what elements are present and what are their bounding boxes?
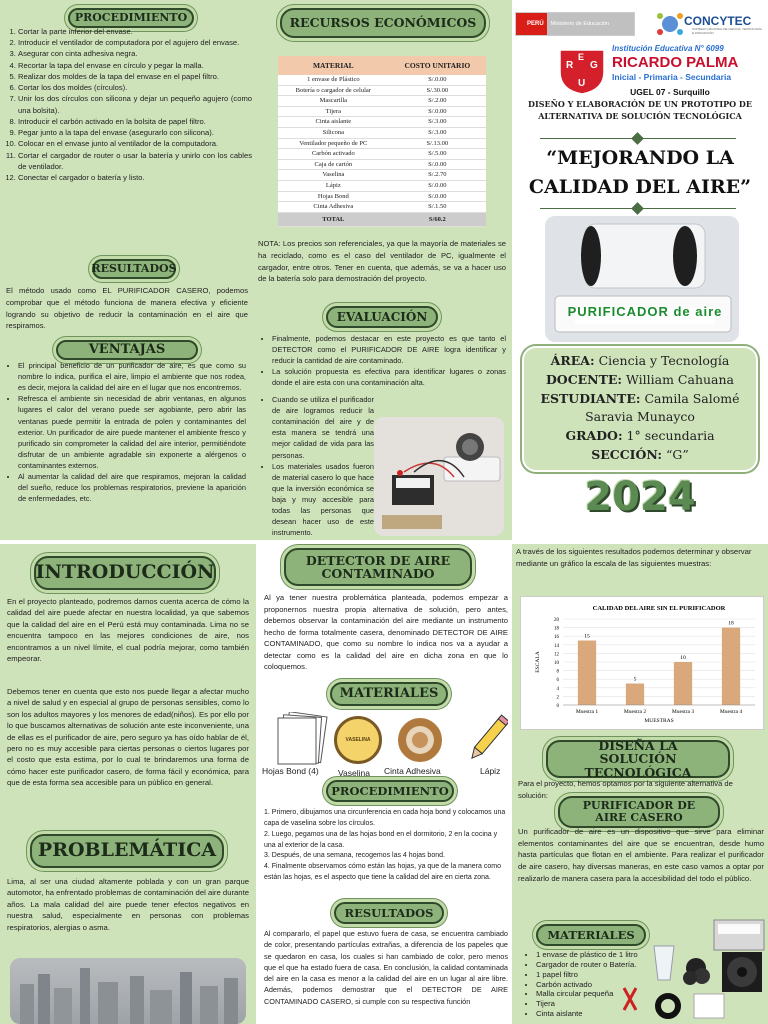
costo-cell: S/.30.00 (389, 85, 486, 96)
evaluacion-heading: EVALUACIÓN (326, 306, 438, 328)
detector-procedimiento (264, 808, 508, 884)
x-axis-label: MUESTRAS (644, 718, 674, 724)
detector-step: 4. Finalmente observamos cómo están las hojas, ya que de la manera como están las hojas, es el aspecto que tiene la calidad del aire en cierta zona. (264, 863, 501, 882)
lapiz-icon (468, 712, 508, 766)
svg-text:R: R (566, 60, 574, 71)
x-tick-label: Muestra 4 (719, 709, 743, 715)
material-cell: 1 envase de Plástico (278, 75, 389, 85)
area-value: Ciencia y Tecnología (598, 353, 730, 368)
ventaja-item: • El principal beneficio de un purificador de aire, es que como su nombre lo indica, purifica el aire, limpio el ambiente que nos rodea, es decir, mejora la calidad del aire en el lugar que nos encontremos. (18, 360, 246, 393)
ventajas-heading: VENTAJAS (56, 340, 198, 360)
evaluacion-list-2 (262, 394, 374, 538)
material-item: • Cargador de router o Batería. (536, 960, 666, 970)
vaselina-icon (334, 716, 382, 764)
table-row (278, 96, 486, 107)
bar-data-label: 15 (584, 633, 590, 640)
resultados-2-heading: RESULTADOS (334, 902, 444, 924)
recursos-heading: RECURSOS ECONÓMICOS (280, 8, 486, 38)
costo-cell: S/.2.00 (389, 96, 486, 107)
y-tick-label: 14 (554, 643, 559, 649)
purificador-photo (545, 216, 739, 342)
material-cell: Caja de cartón (278, 159, 389, 170)
hojas-bond-icon (268, 712, 328, 766)
procedimiento-step: 2. Introducir el ventilador de computadora por el agujero del envase. (18, 37, 252, 48)
procedimiento-step: 9. Pegar junto a la tapa del envase (asegurarlo con silicona). (18, 127, 252, 138)
procedimiento-step: 11. Cortar el cargador de router o usar la batería y unirlo con los cables de ventilador. (18, 150, 252, 172)
area-label: ÁREA: (550, 353, 595, 368)
concytec-sub: CONSEJO NACIONAL DE CIENCIA, TECNOLOGÍA E INNOVACIÓN (692, 27, 762, 35)
bar-data-label: 10 (680, 655, 686, 661)
table-row (278, 75, 486, 85)
disena-heading: DISEÑA LA SOLUCIÓN TECNOLÓGICA (546, 740, 730, 778)
detector-heading: DETECTOR DE AIRE CONTAMINADO (284, 548, 472, 586)
purificador-battery-photo (374, 417, 504, 536)
materials-photo (614, 914, 768, 1024)
material-item: • 1 papel filtro (536, 970, 666, 980)
table-total-value: S/60.2 (389, 212, 486, 227)
ugel-label: UGEL 07 - Surquillo (630, 87, 710, 97)
mat-label-hojas: Hojas Bond (4) (262, 766, 319, 776)
chart-bar (722, 628, 740, 705)
evaluacion-item: • Los materiales usados fueron de material casero lo que hace que la inversión económica se baja y muy accesible para todas las personas que desean hacer uso de este instrumento. (272, 461, 374, 539)
problematica-heading: PROBLEMÁTICA (30, 834, 224, 868)
procedimiento-step: 12. Conectar el cargador o batería y listo. (18, 172, 252, 183)
table-row (278, 117, 486, 128)
table-row (278, 159, 486, 170)
material-cell: Cinta aislante (278, 117, 389, 128)
procedimiento-step: 5. Realizar dos moldes de la tapa del envase en el papel filtro. (18, 71, 252, 82)
estudiante-label: ESTUDIANTE: (540, 390, 641, 406)
x-tick-label: Muestra 2 (623, 709, 647, 715)
chart-bar (674, 662, 692, 705)
year-badge: 2024 (584, 474, 696, 520)
procedimiento-step: 10. Colocar en el envase junto al ventilador de la computadora. (18, 138, 252, 149)
procedimiento-step: 7. Unir los dos círculos con silicona y dejar un pequeño agujero (como una bolsita). (18, 93, 252, 115)
material-cell: Hojas Bond (278, 191, 389, 202)
svg-text:E: E (578, 52, 585, 62)
costo-cell: S/.0.00 (389, 159, 486, 170)
seccion-label: SECCIÓN: (591, 446, 663, 462)
x-tick-label: Muestra 1 (575, 709, 599, 715)
table-total-label: TOTAL (278, 212, 389, 227)
school-crest-icon (556, 46, 608, 96)
table-row (278, 191, 486, 202)
costo-cell: S/.2.70 (389, 170, 486, 181)
chart-intro-text: A través de los siguientes resultados podemos determinar y observar mediante un gráfico la escala de las siguientes muestras: (516, 547, 752, 568)
y-axis-label: ESCALA (535, 651, 541, 673)
material-cell: Tijera (278, 106, 389, 117)
peru-label: PERÚ (524, 13, 547, 35)
detector-step: 3. Después, de una semana, recogemos las 4 hojas bond. (264, 852, 445, 860)
table-row (278, 170, 486, 181)
y-tick-label: 0 (556, 704, 559, 709)
y-tick-label: 16 (554, 635, 559, 641)
mat-label-vaselina: Vaselina (338, 768, 370, 778)
costo-cell: S/.1.50 (389, 202, 486, 213)
info-card (522, 346, 758, 472)
chart-bar (626, 684, 644, 706)
y-tick-label: 18 (554, 626, 559, 632)
y-tick-label: 20 (554, 618, 559, 623)
table-row (278, 106, 486, 117)
y-tick-label: 12 (554, 652, 559, 658)
procedimiento-step: 4. Recortar la tapa del envase en círculo y pegar la malla. (18, 60, 252, 71)
x-tick-label: Muestra 3 (671, 709, 695, 715)
mat-label-lapiz: Lápiz (480, 766, 501, 776)
evaluacion-item: • Finalmente, podemos destacar en este proyecto es que tanto el DETECTOR como el PURIFICADOR DE AIRE logra identificar y reducir la cantidad de aire contaminado. (272, 333, 506, 366)
table-row (278, 202, 486, 213)
concytec-label: CONCYTEC (684, 14, 752, 28)
project-subtitle: DISEÑO Y ELABORACIÓN DE UN PROTOTIPO DE ALTERNATIVA DE SOLUCIÓN TECNOLÓGICA (528, 99, 752, 121)
table-row (278, 180, 486, 191)
ventaja-item: • Refresca el ambiente sin necesidad de abrir ventanas, en algunos lugares el calor del verano puede ser agobiante, pero abrir las ventanas puede permitir la entrada de polen y contaminantes del exterior. Un purificador de aire puede mantener el ambiente fresco y purificado sin comprometer la calidad del aire interior, permitiéndote disfrutar de un ambiente agradable sin exponerte a alérgenos o contaminantes externos. (18, 393, 246, 471)
estudiante-value: Camila Salomé Saravia Munayco (585, 390, 740, 425)
grado-value: 1° secundaria (626, 428, 715, 443)
y-tick-label: 6 (556, 678, 559, 684)
chart-bar (578, 641, 596, 706)
main-title: “MEJORANDO LA CALIDAD DEL AIRE” (528, 147, 752, 199)
grado-label: GRADO: (565, 428, 623, 443)
procedimiento-heading: PROCEDIMIENTO (68, 8, 194, 28)
concytec-logo (654, 8, 762, 40)
detector-resultados-text: Al compararlo, el papel que estuvo fuera de casa, se encuentra cambiado de color, presentando partículas extrañas, a diferencia de los papeles que se quedaron en casa, los cuales si han cambiado de color, pero menos que el que ha estado fuera de casa. En conclusión, la calidad contaminada del aire en la casa es menor a la calidad del aire en un lugar al aire libre. Además, podemos demostrar que el DETECTOR DE AIRE CONTAMINADO CASERO, si cumple con su respectiva función (264, 929, 508, 1006)
materiales-heading: MATERIALES (330, 682, 448, 706)
ventaja-item: • Al aumentar la calidad del aire que respiramos, mejoran la calidad del sueño, reduce los problemas respiratorios, previene la aparición de enfermedades, etc. (18, 471, 246, 504)
introduccion-text: En el proyecto planteado, podremos darnos cuenta acerca de cómo la calidad del aire puede afectar en nuestra localidad, ya que sabemos que la calidad del aire en el Perú está muy contaminada. Lima no se encuentra tampoco en las mejores condiciones de aire, nos encontramos a un nivel límite, el cual podría mejorar, como también empeorar. (7, 597, 249, 663)
costo-cell: S/.0.00 (389, 75, 486, 85)
introduccion-heading: INTRODUCCIÓN (34, 556, 216, 590)
table-row (278, 85, 486, 96)
costo-cell: S/.3.00 (389, 127, 486, 138)
table-header-costo: COSTO UNITARIO (389, 56, 486, 75)
svg-text:G: G (590, 60, 598, 71)
ie-name: RICARDO PALMA (612, 54, 739, 71)
recursos-table (278, 56, 486, 227)
problematica-text: Lima, al ser una ciudad altamente poblada y con un gran parque automotor, ha enfrentado problemas de contaminación del aire durante años. La mala calidad del aire puede tener efectos negativos en nuestra salud, especialmente en personas con problemas respiratorios, alergias o asma. (7, 877, 249, 932)
ventajas-list (8, 360, 246, 504)
costo-cell: S/.0.00 (389, 106, 486, 117)
costo-cell: S/.13.00 (389, 138, 486, 149)
vaselina-jar-label: VASELINA (345, 737, 371, 743)
evaluacion-list (262, 333, 506, 389)
material-cell: Vaselina (278, 170, 389, 181)
material-item: • Carbón activado (536, 980, 666, 990)
procedimiento-step: 6. Cortar los dos moldes (círculos). (18, 82, 252, 93)
table-row (278, 138, 486, 149)
minedu-logo (515, 12, 635, 36)
material-cell: Silicona (278, 127, 389, 138)
y-tick-label: 2 (556, 695, 559, 701)
detector-step: 1. Primero, dibujamos una circunferencia en cada hoja bond y colocamos una capa de vaselina sobre los círculos. (264, 809, 506, 827)
seccion-value: “G” (666, 446, 689, 462)
material-cell: Cinta Adhesiva (278, 202, 389, 213)
material-cell: Botería o cargador de celular (278, 85, 389, 96)
ministerio-label: Ministerio de Educación (547, 13, 634, 35)
evaluacion-item: • Cuando se utiliza el purificador de aire logramos reducir la contaminación del aire y de esta manera se tendrá una mejor calidad de vida para las personas. (272, 394, 374, 461)
costo-cell: S/.0.00 (389, 180, 486, 191)
material-item: • Malla circular pequeña (536, 989, 666, 999)
cinta-adhesiva-icon (398, 718, 442, 762)
material-item: • 1 envase de plástico de 1 litro (536, 950, 666, 960)
costo-cell: S/.5.00 (389, 149, 486, 160)
resultados-text: El método usado como EL PURIFICADOR CASERO, podemos comprobar que el método funciona de manera efectiva y eficiente logrando su objetivo de reducir la contaminación en el aire que respiramos. (6, 286, 248, 331)
costo-cell: S/.0.00 (389, 191, 486, 202)
detector-text: Al ya tener nuestra problemática planteada, podemos empezar a proponernos nuestra propia alternativa de solución, pero antes, debemos observar la contaminación del aire mediante un instrumento hecho de forma totalmente casera, denominado DETECTOR DE AIRE CONTAMINADO, que como su nombre lo indica nos va a ayudar a detectar como es la calidad del aire en dicha zona en que lo coloquemos. (264, 593, 508, 672)
evaluacion-item: • La solución propuesta es efectiva para identificar lugares o zonas donde el aire esta con una contaminación alta. (272, 366, 506, 388)
y-tick-label: 4 (556, 686, 559, 692)
material-item: • Cinta aislante (536, 1009, 666, 1019)
chart-title: CALIDAD DEL AIRE SIN EL PURIFICADOR (592, 605, 726, 612)
bar-data-label: 18 (728, 620, 734, 627)
material-cell: Mascarilla (278, 96, 389, 107)
procedimiento-step: 3. Asegurar con cinta adhesiva negra. (18, 48, 252, 59)
purificador-casero-heading: PURIFICADOR DE AIRE CASERO (558, 796, 720, 828)
procedimiento-step: 1. Cortar la parte inferior del envase. (18, 26, 252, 37)
svg-text:U: U (578, 78, 586, 89)
table-row (278, 127, 486, 138)
detector-step: 2. Luego, pegamos una de las hojas bond en el dormitorio, 2 en la cocina y una al exterior de la casa. (264, 830, 498, 849)
table-row (278, 149, 486, 160)
table-header-material: MATERIAL (278, 56, 389, 75)
docente-value: William Cahuana (626, 371, 735, 387)
costo-cell: S/.3.00 (389, 117, 486, 128)
nota-text: NOTA: Los precios son referenciales, ya que la mayoría de materiales se ha reciclado, como es el caso del ventilador de PC, igualmente el cargador, entre otros. Tener en cuenta, que además, se va a hacer uso de la batería solo para demostración del proyecto. (258, 239, 506, 284)
ie-levels: Inicial - Primaria - Secundaria (612, 72, 732, 82)
material-cell: Ventilador pequeño de PC (278, 138, 389, 149)
bar-chart (520, 596, 764, 730)
y-tick-label: 10 (554, 661, 559, 666)
docente-label: DOCENTE: (545, 371, 623, 387)
material-cell: Carbón activado (278, 149, 389, 160)
procedimiento-step: 8. Introducir el carbón activado en la bolsita de papel filtro. (18, 116, 252, 127)
procedimiento-2-heading: PROCEDIMIENTO (326, 780, 454, 802)
material-item: • Tijera (536, 999, 666, 1009)
procedimiento-steps (4, 26, 252, 183)
purificador-casero-text: Un purificador de aire es un dispositivo que sirve para eliminar elementos contaminantes del aire que se encuentran, desde humo hasta partículas que flotan en el ambiente. Para realizar el purificador de aire casero, hay diversas maneras, en este caso vamos a optar por realizarlo de manera casera para la accesibilidad del todo el público. (518, 827, 764, 883)
purificador-label: PURIFICADOR de aire (567, 304, 723, 319)
y-tick-label: 8 (556, 669, 559, 675)
introduccion-text-2: Debemos tener en cuenta que esto nos puede llegar a afectar mucho a nivel de salud y en especial al grupo de personas sensibles, como lo son los adultos mayores y los menores de edad(niños). Es por ello por lo que buscamos alternativas de solución ante este inconveniente, una de ellas es el purificador de aire, pero seguro ya has oído hablar de él, pero no es muy accesible para ciertas personas o ciertos lugares por el costo que esta estima, por lo cual te brindaremos una forma de cómo hacer este purificador casero, de forma fácil y económica, para que de esta forma sea accesible para un público en general. (7, 687, 249, 788)
resultados-heading: RESULTADOS (92, 259, 176, 279)
mat-label-cinta: Cinta Adhesiva (384, 766, 441, 776)
chart-svg (521, 597, 765, 731)
smog-city-image (10, 958, 246, 1024)
ie-number: Institución Educativa N° 6099 (612, 44, 724, 53)
materiales-2-heading: MATERIALES (536, 924, 646, 946)
material-cell: Lápiz (278, 180, 389, 191)
bar-data-label: 5 (633, 676, 637, 683)
disena-text: Para el proyecto, hemos optamos por la siguiente alternativa de solución: (518, 779, 733, 800)
